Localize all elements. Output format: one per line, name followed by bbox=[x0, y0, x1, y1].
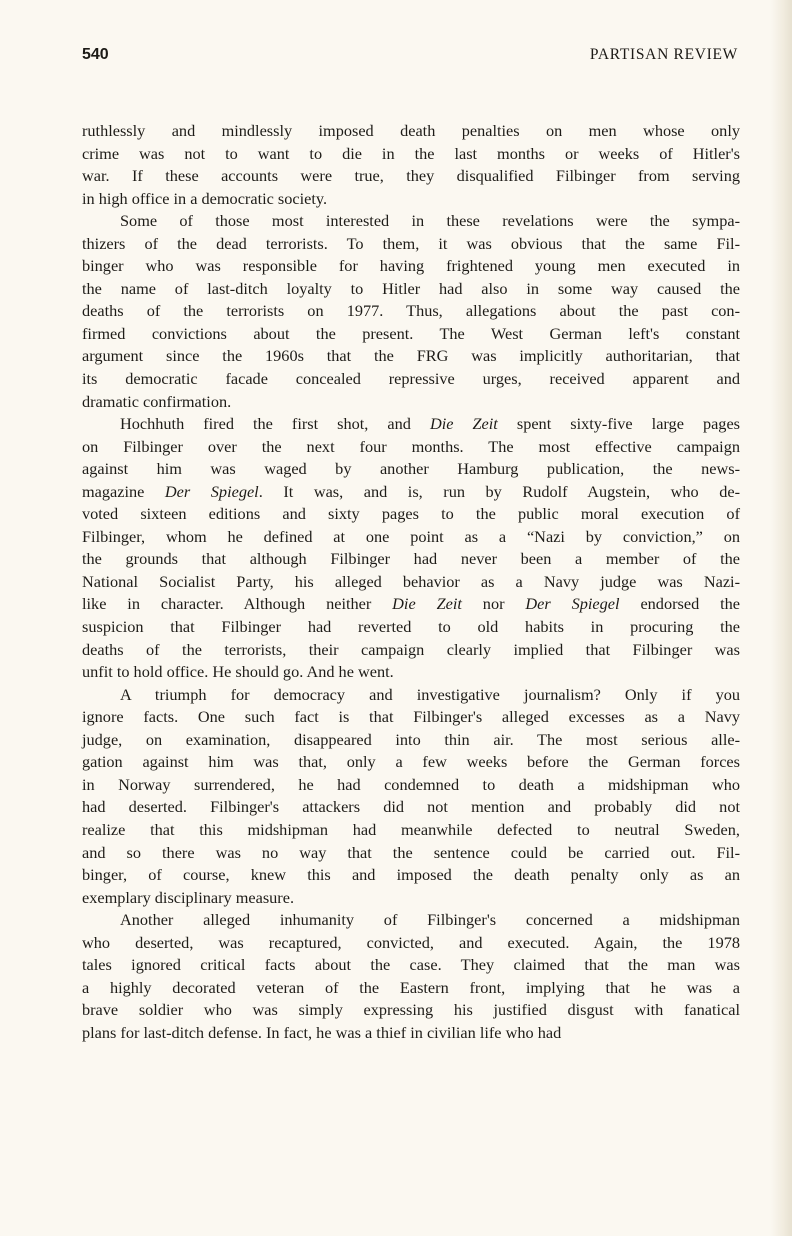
text-run: spent sixty-five large pages bbox=[497, 414, 741, 434]
text-line bbox=[82, 503, 740, 526]
text-run: brave soldier who was simply expressing his justified disgust with fanatical bbox=[82, 1000, 740, 1020]
text-run: plans for last-ditch defense. In fact, he was a thief in civilian life who had bbox=[82, 1022, 562, 1042]
text-line bbox=[82, 391, 740, 414]
text-run: in high office in a democratic society. bbox=[82, 188, 328, 208]
text-run: deaths of the terrorists, their campaign clearly implied that Filbinger was bbox=[82, 639, 740, 659]
text-line bbox=[82, 977, 740, 1000]
text-run: Filbinger, whom he defined at one point as a “Nazi by conviction,” on bbox=[82, 526, 740, 546]
text-run: suspicion that Filbinger had reverted to old habits in procuring the bbox=[82, 617, 740, 637]
text-run: on Filbinger over the next four months. The most effective campaign bbox=[82, 436, 740, 456]
text-run: unfit to hold office. He should go. And he went. bbox=[82, 662, 394, 682]
text-line bbox=[82, 954, 740, 977]
paragraph bbox=[82, 909, 740, 1044]
text-run: dramatic confirmation. bbox=[82, 391, 232, 411]
text-line bbox=[82, 278, 740, 301]
text-run: war. If these accounts were true, they disqualified Filbinger from serving bbox=[82, 166, 740, 186]
text-line bbox=[82, 593, 740, 616]
text-run: the name of last-ditch loyalty to Hitler had also in some way caused the bbox=[82, 278, 740, 298]
text-line bbox=[82, 999, 740, 1022]
text-run: in Norway surrendered, he had condemned to death a midshipman who bbox=[82, 774, 740, 794]
italic-title: Die Zeit bbox=[392, 594, 462, 614]
text-run: gation against him was that, only a few weeks before the German forces bbox=[82, 752, 740, 772]
italic-title: Die Zeit bbox=[429, 414, 498, 434]
text-run: a highly decorated veteran of the Eastern front, implying that he was a bbox=[82, 977, 740, 997]
text-run: Another alleged inhumanity of Filbinger's concerned a midshipman bbox=[120, 910, 740, 930]
text-run: exemplary disciplinary measure. bbox=[82, 887, 295, 907]
text-line bbox=[82, 210, 740, 233]
text-run: Some of those most interested in these revelations were the sympa- bbox=[120, 211, 740, 231]
text-line bbox=[82, 887, 740, 910]
text-run: had deserted. Filbinger's attackers did not mention and probably did not bbox=[82, 797, 740, 817]
text-line bbox=[82, 526, 740, 549]
text-run: magazine bbox=[82, 481, 165, 501]
text-run: deaths of the terrorists on 1977. Thus, allegations about the past con- bbox=[82, 301, 740, 321]
text-run: realize that this midshipman had meanwhile defected to neutral Sweden, bbox=[82, 819, 740, 839]
text-line bbox=[82, 436, 740, 459]
text-line bbox=[82, 1022, 740, 1045]
italic-title: Der Spiegel bbox=[525, 594, 620, 614]
page-header bbox=[82, 46, 738, 70]
text-line bbox=[82, 571, 740, 594]
text-line bbox=[82, 255, 740, 278]
text-run: its democratic facade concealed repressive urges, received apparent and bbox=[82, 369, 740, 389]
text-run: who deserted, was recaptured, convicted, and executed. Again, the 1978 bbox=[82, 932, 740, 952]
text-line bbox=[82, 751, 740, 774]
body-text bbox=[82, 120, 740, 1044]
text-line bbox=[82, 413, 740, 436]
text-line bbox=[82, 458, 740, 481]
text-line bbox=[82, 864, 740, 887]
text-line bbox=[82, 842, 740, 865]
text-line bbox=[82, 684, 740, 707]
text-line bbox=[82, 548, 740, 571]
paragraph bbox=[82, 413, 740, 684]
text-line bbox=[82, 706, 740, 729]
text-run: the grounds that although Filbinger had never been a member of the bbox=[82, 549, 740, 569]
text-line bbox=[82, 796, 740, 819]
text-line bbox=[82, 165, 740, 188]
text-line bbox=[82, 774, 740, 797]
text-line bbox=[82, 481, 740, 504]
paragraph bbox=[82, 210, 740, 413]
text-run: crime was not to want to die in the last months or weeks of Hitler's bbox=[82, 143, 740, 163]
running-head: PARTISAN REVIEW bbox=[589, 46, 738, 63]
text-line bbox=[82, 233, 740, 256]
text-line bbox=[82, 729, 740, 752]
text-line bbox=[82, 345, 740, 368]
text-line bbox=[82, 188, 740, 211]
text-line bbox=[82, 661, 740, 684]
text-run: endorsed the bbox=[619, 594, 740, 614]
text-line bbox=[82, 932, 740, 955]
text-run: ignore facts. One such fact is that Filbinger's alleged excesses as a Navy bbox=[82, 707, 740, 727]
text-line bbox=[82, 300, 740, 323]
text-line bbox=[82, 909, 740, 932]
text-run: binger who was responsible for having frightened young men executed in bbox=[82, 256, 740, 276]
text-line bbox=[82, 368, 740, 391]
paragraph bbox=[82, 684, 740, 909]
text-run: voted sixteen editions and sixty pages to the public moral execution of bbox=[82, 504, 740, 524]
text-line bbox=[82, 639, 740, 662]
text-run: thizers of the dead terrorists. To them, it was obvious that the same Fil- bbox=[82, 233, 740, 253]
text-run: firmed convictions about the present. The West German left's constant bbox=[82, 323, 740, 343]
text-run: National Socialist Party, his alleged behavior as a Navy judge was Nazi- bbox=[82, 571, 740, 591]
text-run: nor bbox=[461, 594, 526, 614]
text-line bbox=[82, 323, 740, 346]
text-run: ruthlessly and mindlessly imposed death penalties on men whose only bbox=[82, 121, 740, 140]
text-line bbox=[82, 616, 740, 639]
text-run: argument since the 1960s that the FRG was implicitly authoritarian, that bbox=[82, 346, 740, 366]
page-number: 540 bbox=[82, 46, 109, 63]
paragraph bbox=[82, 120, 740, 210]
text-run: . It was, and is, run by Rudolf Augstein, who de- bbox=[258, 481, 741, 501]
text-line bbox=[82, 120, 740, 143]
text-run: Hochhuth fired the first shot, and bbox=[120, 414, 430, 434]
text-run: like in character. Although neither bbox=[82, 594, 393, 614]
text-run: against him was waged by another Hamburg publication, the news- bbox=[82, 459, 740, 479]
text-run: tales ignored critical facts about the case. They claimed that the man was bbox=[82, 955, 740, 975]
text-run: and so there was no way that the sentence could be carried out. Fil- bbox=[82, 842, 740, 862]
text-run: judge, on examination, disappeared into thin air. The most serious alle- bbox=[82, 729, 740, 749]
page-edge-shadow bbox=[770, 0, 792, 1236]
italic-title: Der Spiegel bbox=[164, 481, 259, 501]
text-line bbox=[82, 819, 740, 842]
text-run: A triumph for democracy and investigative journalism? Only if you bbox=[120, 684, 740, 704]
text-run: binger, of course, knew this and imposed the death penalty only as an bbox=[82, 865, 740, 885]
text-line bbox=[82, 143, 740, 166]
